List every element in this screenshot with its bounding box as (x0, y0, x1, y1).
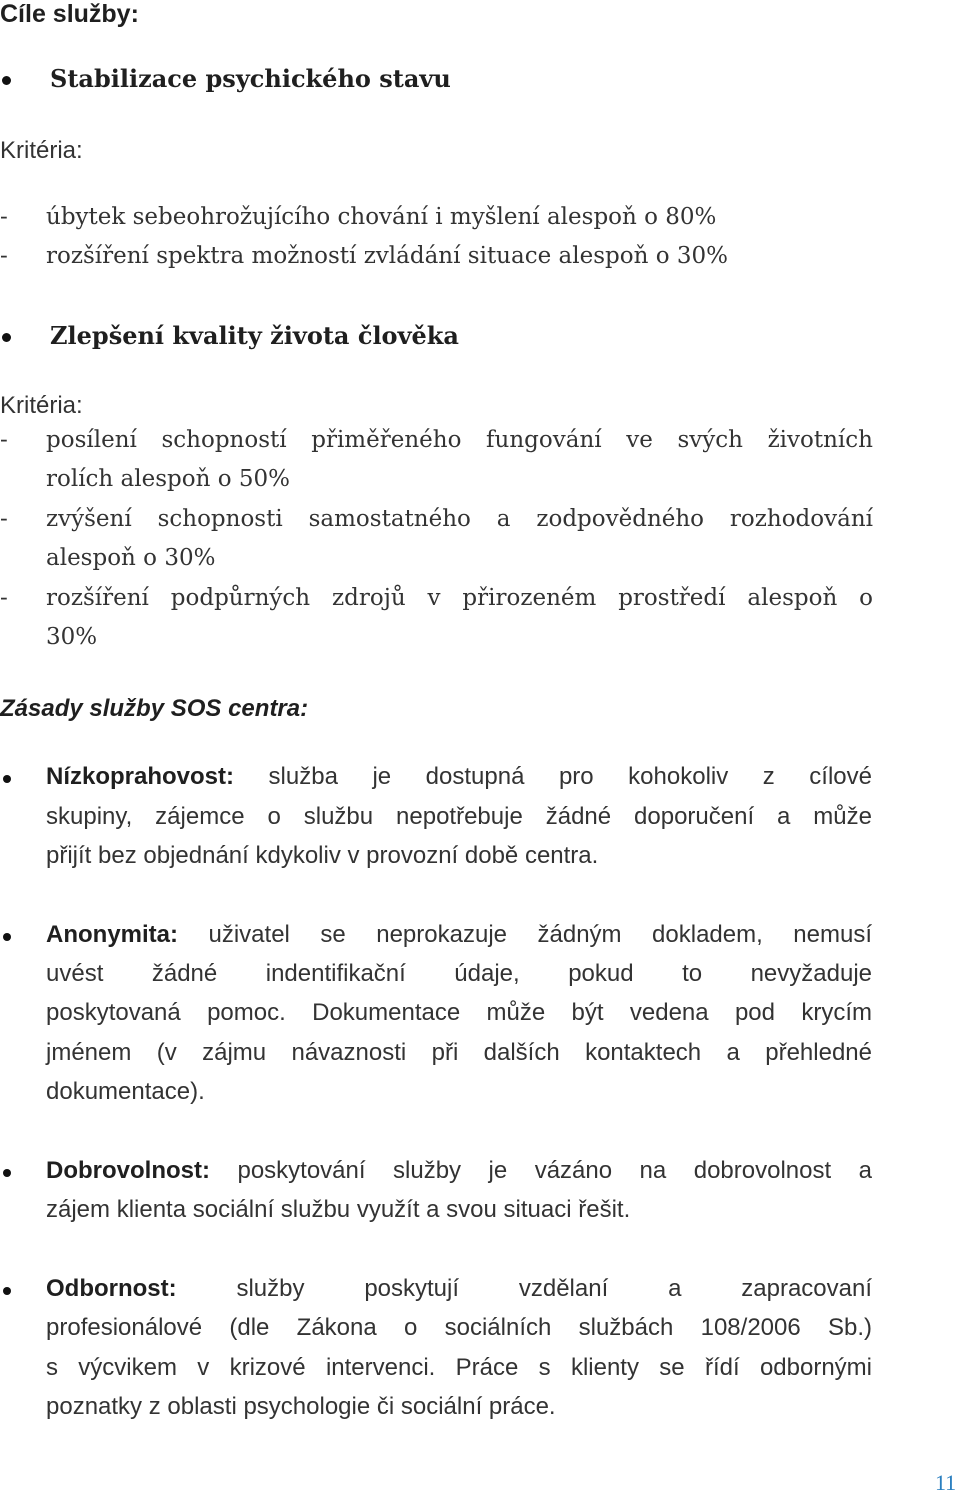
principle-text: poskytování služby je vázáno na dobrovolnost a (209, 1157, 872, 1184)
criterion-2-3-line2: 30% (46, 624, 98, 650)
principle-4-line1 (46, 1275, 872, 1303)
criteria-label-2: Kritéria: (0, 392, 83, 419)
principle-4-line4: poznatky z oblasti psychologie či sociální práce. (46, 1393, 556, 1420)
bullet-icon (2, 333, 11, 342)
principle-1-line1 (46, 763, 872, 791)
dash-icon: - (0, 585, 8, 611)
criterion-1-2: rozšíření spektra možností zvládání situace alespoň o 30% (46, 243, 728, 269)
principle-3-line2: zájem klienta sociální službu využít a svou situaci řešit. (46, 1196, 631, 1223)
dash-icon: - (0, 243, 8, 269)
principle-1-line3: přijít bez objednání kdykoliv v provozní době centra. (46, 842, 599, 869)
bullet-icon (2, 76, 11, 85)
criteria-label-1: Kritéria: (0, 137, 83, 164)
goal-title-2: Zlepšení kvality života člověka (50, 321, 459, 350)
criterion-2-3-line1: rozšíření podpůrných zdrojů v přirozeném prostředí alespoň o (46, 585, 873, 611)
principle-term: Anonymita: (46, 921, 178, 948)
principle-4-line3: s výcvikem v krizové intervenci. Práce s klienty se řídí odbornými (46, 1354, 872, 1381)
criterion-2-2-line1: zvýšení schopnosti samostatného a zodpovědného rozhodování (46, 506, 873, 532)
dash-icon: - (0, 506, 8, 532)
principle-text: služby poskytují vzdělaní a zapracovaní (176, 1275, 872, 1302)
criterion-2-2-line2: alespoň o 30% (46, 545, 216, 571)
principle-term: Nízkoprahovost: (46, 763, 235, 790)
principle-term: Dobrovolnost: (46, 1157, 210, 1184)
bullet-icon (3, 1287, 11, 1295)
bullet-icon (3, 1169, 11, 1177)
principle-2-line4: jménem (v zájmu návaznosti při dalších kontaktech a přehledné (46, 1039, 872, 1066)
goal-title-1: Stabilizace psychického stavu (50, 64, 451, 93)
principle-2-line1 (46, 921, 872, 949)
principle-2-line2: uvést žádné indentifikační údaje, pokud to nevyžaduje (46, 960, 872, 987)
bullet-icon (3, 933, 11, 941)
bullet-icon (3, 775, 11, 783)
principle-2-line3: poskytovaná pomoc. Dokumentace může být vedena pod krycím (46, 999, 872, 1026)
dash-icon: - (0, 204, 8, 230)
principle-4-line2: profesionálové (dle Zákona o sociálních službách 108/2006 Sb.) (46, 1314, 872, 1341)
goals-heading: Cíle služby: (0, 0, 139, 28)
dash-icon: - (0, 427, 8, 453)
principle-1-line2: skupiny, zájemce o službu nepotřebuje žádné doporučení a může (46, 803, 872, 830)
principle-2-line5: dokumentace). (46, 1078, 205, 1105)
criterion-2-1-line1: posílení schopností přiměřeného fungování ve svých životních (46, 427, 873, 453)
principle-3-line1 (46, 1157, 872, 1185)
criterion-2-1-line2: rolích alespoň o 50% (46, 466, 291, 492)
principle-term: Odbornost: (46, 1275, 177, 1302)
principles-heading: Zásady služby SOS centra: (0, 695, 309, 722)
principle-text: služba je dostupná pro kohokoliv z cílové (234, 763, 872, 790)
principle-text: uživatel se neprokazuje žádným dokladem, nemusí (178, 921, 872, 948)
page-number: 11 (935, 1470, 957, 1495)
criterion-1-1: úbytek sebeohrožujícího chování i myšlení alespoň o 80% (46, 204, 717, 230)
